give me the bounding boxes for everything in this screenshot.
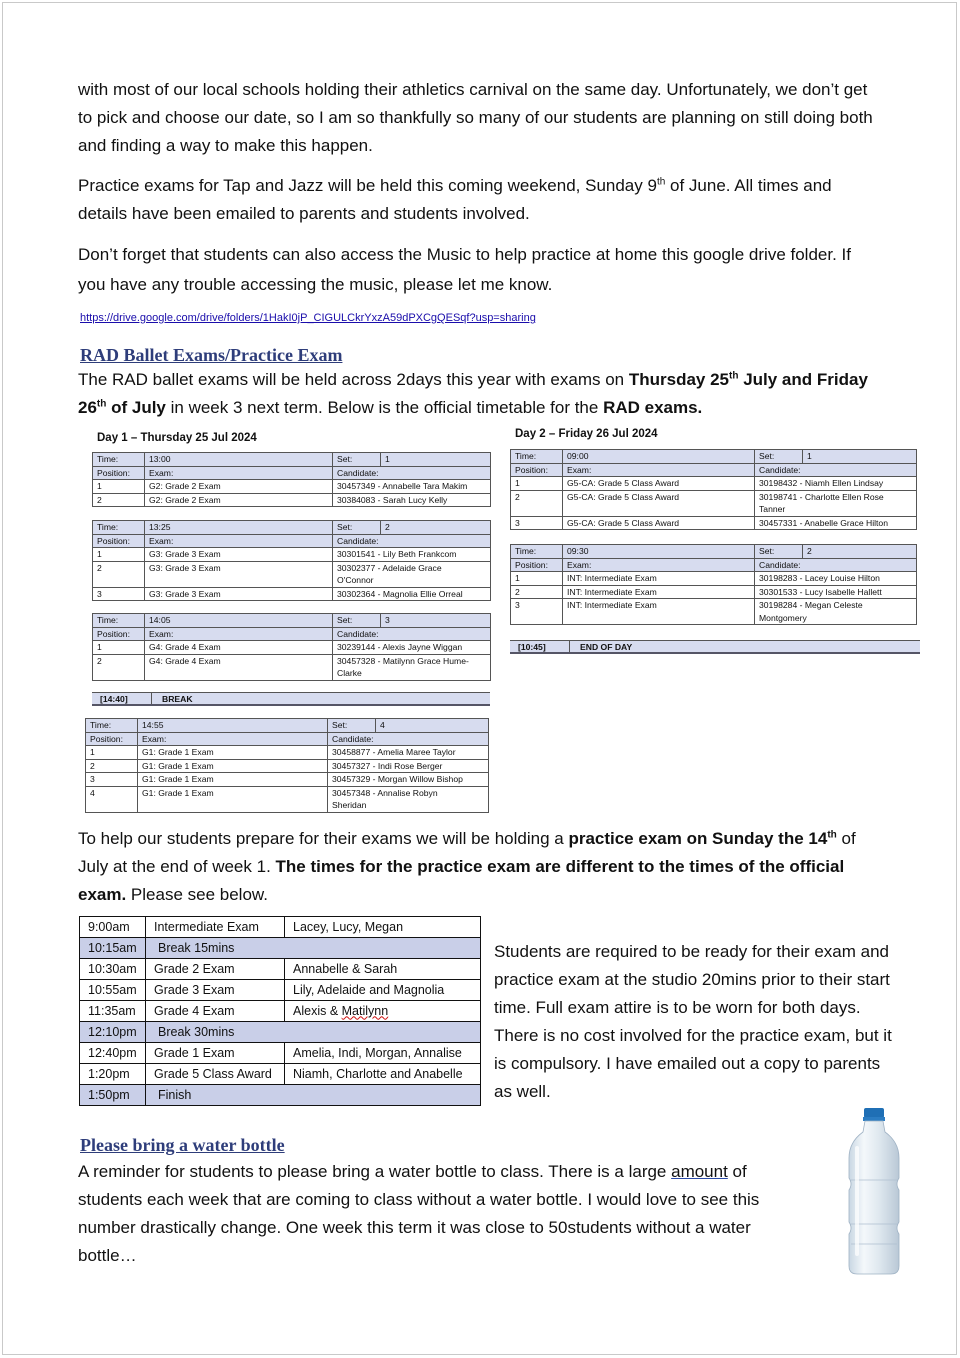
position-cell: 1 [511,477,563,491]
table-row [511,599,917,625]
candidate-header: Candidate: [755,558,917,572]
position-cell: 3 [93,587,145,601]
set-value: 2 [803,545,917,559]
day2-set2-table [510,544,917,625]
set-value: 3 [381,614,491,628]
position-header: Position: [93,627,145,641]
table-row [86,746,489,760]
schedule-row [80,1001,481,1022]
schedule-row [80,980,481,1001]
break-bar [92,692,490,706]
candidate-cell [333,493,491,507]
schedule-exam: Grade 1 Exam [146,1043,285,1064]
paragraph-music: Don’t forget that students can also access the Music to help practice at home this google drive folder. If you have any trouble accessing the music, please let me know. [78,245,851,294]
exam-cell: G3: Grade 3 Exam [145,587,333,601]
position-cell: 3 [86,773,138,787]
time-value: 14:05 [145,614,333,628]
time-value: 09:30 [563,545,755,559]
candidate-name: 30302364 - Magnolia Ellie Orreal [337,588,463,599]
candidate-cell [333,480,491,494]
exam-cell: G3: Grade 3 Exam [145,548,333,562]
candidate-name: 30457327 - Indi Rose Berger [332,760,443,771]
table-row [93,561,491,587]
schedule-row [80,1022,481,1043]
candidate-name-cont: Sheridan [332,800,367,810]
exam-cell: G1: Grade 1 Exam [138,786,328,812]
candidate-name: 30457349 - Annabelle Tara Makim [337,481,468,491]
candidate-cell [755,490,917,516]
end-time: [10:45] [510,641,570,652]
schedule-row [80,1085,481,1106]
time-value: 09:00 [563,450,755,464]
table-row [93,493,491,507]
candidate-name: 30198283 - Lacey Louise Hilton [759,573,880,583]
rad-intro: The RAD ballet exams will be held across 2days this year with exams on Thursday 25th July and Friday 26th of July in week 3 next term. Below is the official timetable for the RAD exams. [78,370,868,417]
position-cell: 2 [93,654,145,680]
water-heading: Please bring a water bottle [80,1135,285,1155]
set-value: 1 [803,450,917,464]
exam-cell: G1: Grade 1 Exam [138,746,328,760]
exam-cell: G5-CA: Grade 5 Class Award [563,477,755,491]
table-row [511,490,917,516]
exam-cell: INT: Intermediate Exam [563,585,755,599]
candidate-name: 30457331 - Anabelle Grace Hilton [759,517,888,528]
exam-header: Exam: [145,534,333,548]
students-text-misspelled: Matilynn [341,1003,389,1018]
day2-title: Day 2 – Friday 26 Jul 2024 [515,428,658,440]
candidate-name: 30457329 - Morgan Willow Bishop [332,774,463,784]
time-value: 14:55 [138,719,328,733]
break-label: BREAK [162,694,193,704]
table-row [511,585,917,599]
position-cell: 2 [511,490,563,516]
position-cell: 2 [93,561,145,587]
position-cell: 1 [86,746,138,760]
table-row [86,773,489,787]
schedule-exam: Intermediate Exam [146,917,285,938]
table-row [86,759,489,773]
exam-cell: INT: Intermediate Exam [563,572,755,586]
table-row [511,477,917,491]
set-value: 4 [376,719,489,733]
table-row [93,480,491,494]
position-cell: 4 [86,786,138,812]
candidate-header: Candidate: [755,463,917,477]
end-label: END OF DAY [580,642,633,652]
schedule-row [80,917,481,938]
candidate-cell [755,477,917,491]
exam-header: Exam: [563,463,755,477]
exam-cell: G2: Grade 2 Exam [145,480,333,494]
header-row [93,534,491,548]
candidate-cell [755,585,917,599]
candidate-cell [333,641,491,655]
time-label: Time: [93,614,145,628]
position-header: Position: [93,534,145,548]
candidate-cell [755,516,917,530]
table-row [511,516,917,530]
day1-set4-table [85,718,489,813]
schedule-time: 1:20pm [80,1064,146,1085]
candidate-cell [328,786,489,812]
exam-cell: G1: Grade 1 Exam [138,759,328,773]
set-label: Set: [755,450,803,464]
header-row [511,558,917,572]
schedule-time: 9:00am [80,917,146,938]
schedule-row [80,959,481,980]
schedule-students: Amelia, Indi, Morgan, Annalise [285,1043,481,1064]
position-cell: 1 [511,572,563,586]
exam-cell: INT: Intermediate Exam [563,599,755,625]
candidate-name: 30198432 - Niamh Ellen Lindsay [759,478,884,488]
schedule-time: 11:35am [80,1001,146,1022]
position-cell: 2 [511,585,563,599]
schedule-exam: Grade 2 Exam [146,959,285,980]
candidate-cell [333,587,491,601]
day2-set1-table [510,449,917,530]
candidate-cell [333,654,491,680]
exam-cell: G4: Grade 4 Exam [145,654,333,680]
candidate-name: 30198284 - Megan Celeste [759,600,863,610]
candidate-name-cont: Tanner [759,504,786,514]
schedule-break: Break 30mins [146,1022,481,1043]
candidate-name-cont: O'Connor [337,575,374,585]
candidate-cell [333,548,491,562]
exam-header: Exam: [563,558,755,572]
candidate-name: 30302377 - Adelaide Grace [337,562,442,573]
time-value: 13:25 [145,521,333,535]
position-header: Position: [93,466,145,480]
break-time: [14:40] [92,693,152,704]
day1-set2-table [92,520,491,601]
table-row [93,654,491,680]
position-cell: 1 [93,548,145,562]
candidate-name: 30198741 - Charlotte Ellen Rose [759,491,884,502]
candidate-name: 30457328 - Matilynn Grace Hume- [337,655,469,666]
schedule-row [80,1043,481,1064]
water-bottle-icon [845,1106,903,1278]
position-cell: 2 [93,493,145,507]
candidate-cell [755,572,917,586]
set-label: Set: [333,614,381,628]
candidate-cell [333,561,491,587]
rad-heading: RAD Ballet Exams/Practice Exam [80,345,343,365]
candidate-cell [328,759,489,773]
position-cell: 1 [93,641,145,655]
position-cell: 1 [93,480,145,494]
candidate-name: 30239144 - Alexis Jayne Wiggan [337,642,463,652]
time-row [511,450,917,464]
schedule-time: 12:10pm [80,1022,146,1043]
exam-header: Exam: [145,466,333,480]
paragraph-athletics: with most of our local schools holding their athletics carnival on the same day. Unfortunately, we don’t get to pick and choose our date, so I am so thankfully so many of our students are planning on still doing both and finding a way to make this happen. [78,80,873,155]
table-row [93,587,491,601]
table-row [511,572,917,586]
header-row [86,732,489,746]
schedule-time: 12:40pm [80,1043,146,1064]
students-text: Alexis & [293,1003,342,1018]
time-label: Time: [511,545,563,559]
set-label: Set: [755,545,803,559]
candidate-name: 30384083 - Sarah Lucy Kelly [337,494,448,505]
schedule-time: 10:15am [80,938,146,959]
table-row [93,641,491,655]
exam-cell: G1: Grade 1 Exam [138,773,328,787]
paragraph-tap-jazz: Practice exams for Tap and Jazz will be held this coming weekend, Sunday 9th of June. All times and details have been emailed to parents and students involved. [78,176,832,223]
time-row [93,521,491,535]
set-label: Set: [328,719,376,733]
end-of-day-bar [510,640,920,654]
position-header: Position: [511,558,563,572]
exam-cell: G4: Grade 4 Exam [145,641,333,655]
time-label: Time: [511,450,563,464]
practice-notes: Students are required to be ready for their exam and practice exam at the studio 20mins prior to their start time. Full exam attire is to be worn for both days. There is no cost involved for the practice exam, but it is compulsory. I have emailed out a copy to parents as well. [494,942,892,1101]
schedule-time: 10:30am [80,959,146,980]
position-header: Position: [511,463,563,477]
schedule-students: Lily, Adelaide and Magnolia [285,980,481,1001]
practice-intro: To help our students prepare for their exams we will be holding a practice exam on Sunday the 14th of July at the end of week 1. The times for the practice exam are different to the times of the official exam. Please see below. [78,829,856,904]
table-row [86,786,489,812]
position-header: Position: [86,732,138,746]
schedule-students: Annabelle & Sarah [285,959,481,980]
candidate-cell [328,773,489,787]
time-row [93,453,491,467]
candidate-name-cont: Montgomery [759,612,807,623]
time-row [93,614,491,628]
schedule-students [285,1001,481,1022]
candidate-header: Candidate: [333,534,491,548]
schedule-row [80,938,481,959]
set-value: 1 [381,453,491,467]
schedule-break: Break 15mins [146,938,481,959]
time-row [86,719,489,733]
schedule-students: Niamh, Charlotte and Anabelle [285,1064,481,1085]
candidate-header: Candidate: [333,627,491,641]
set-label: Set: [333,521,381,535]
time-label: Time: [93,453,145,467]
candidate-name-cont: Clarke [337,668,362,678]
candidate-name: 30301541 - Lily Beth Frankcom [337,549,457,559]
day1-set3-table [92,613,491,681]
schedule-time: 1:50pm [80,1085,146,1106]
schedule-break: Finish [146,1085,481,1106]
time-value: 13:00 [145,453,333,467]
candidate-header: Candidate: [333,466,491,480]
schedule-row [80,1064,481,1085]
schedule-exam: Grade 3 Exam [146,980,285,1001]
schedule-exam: Grade 4 Exam [146,1001,285,1022]
exam-cell: G5-CA: Grade 5 Class Award [563,490,755,516]
table-row [93,548,491,562]
water-paragraph: A reminder for students to please bring a water bottle to class. There is a large amount of students each week that are coming to class without a water bottle. I would love to see this number drastically change. One week this term it was close to 50students without a water bottle… [78,1162,760,1265]
header-row [93,627,491,641]
position-cell: 2 [86,759,138,773]
exam-cell: G5-CA: Grade 5 Class Award [563,516,755,530]
candidate-header: Candidate: [328,732,489,746]
exam-cell: G2: Grade 2 Exam [145,493,333,507]
day1-set1-table [92,452,491,507]
time-label: Time: [86,719,138,733]
day1-title: Day 1 – Thursday 25 Jul 2024 [97,432,257,444]
candidate-name: 30301533 - Lucy Isabelle Hallett [759,586,882,597]
google-drive-link[interactable]: https://drive.google.com/drive/folders/1HakI0jP_CIGULCkrYxzA59dPXCgQESqf?usp=sharing [80,312,536,324]
schedule-students: Lacey, Lucy, Megan [285,917,481,938]
header-row [511,463,917,477]
candidate-name: 30457348 - Annalise Robyn [332,787,438,798]
schedule-exam: Grade 5 Class Award [146,1064,285,1085]
position-cell: 3 [511,516,563,530]
candidate-name: 30458877 - Amelia Maree Taylor [332,747,456,757]
position-cell: 3 [511,599,563,625]
exam-header: Exam: [145,627,333,641]
set-label: Set: [333,453,381,467]
schedule-time: 10:55am [80,980,146,1001]
candidate-cell [755,599,917,625]
time-row [511,545,917,559]
exam-header: Exam: [138,732,328,746]
time-label: Time: [93,521,145,535]
practice-schedule-table [79,916,481,1106]
header-row [93,466,491,480]
candidate-cell [328,746,489,760]
set-value: 2 [381,521,491,535]
exam-cell: G3: Grade 3 Exam [145,561,333,587]
